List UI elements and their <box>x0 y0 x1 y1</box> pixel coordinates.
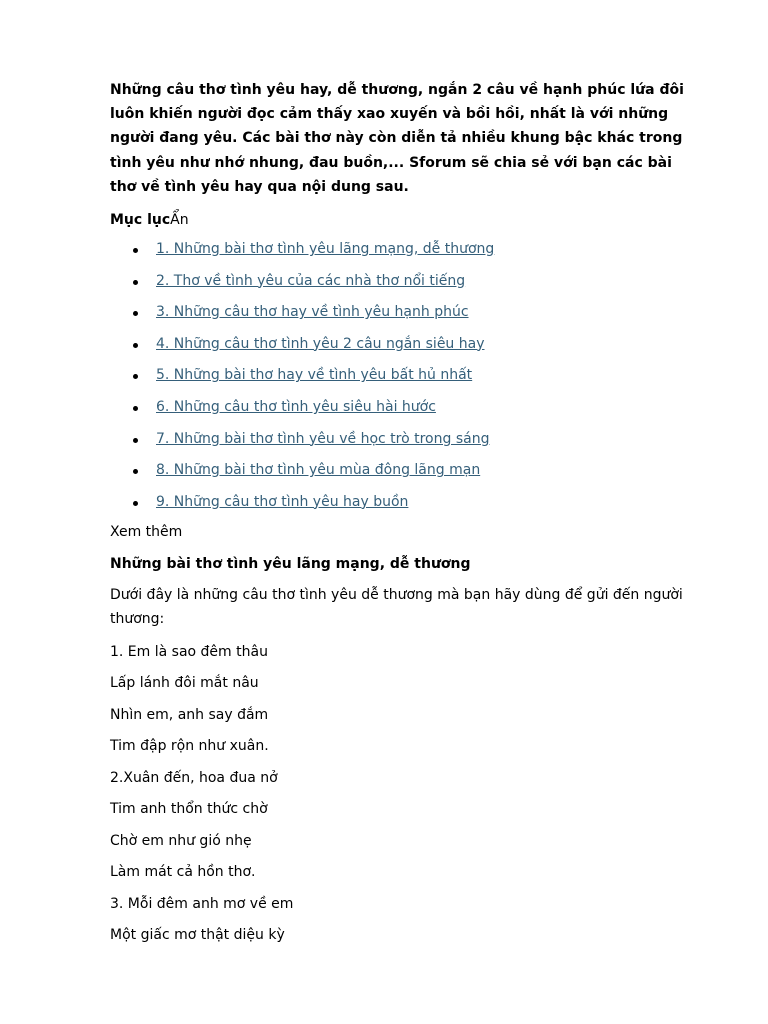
toc-item <box>110 364 700 396</box>
poem-line: Tim anh thổn thức chờ <box>110 801 268 818</box>
bullet-icon <box>133 469 138 474</box>
toc-item <box>110 238 700 270</box>
toc-item <box>110 459 700 491</box>
toc-link[interactable]: 7. Những bài thơ tình yêu về học trò trong sáng <box>156 430 490 447</box>
toc-item <box>110 270 700 302</box>
toc-link[interactable]: 6. Những câu thơ tình yêu siêu hài hước <box>156 398 436 415</box>
toc-item <box>110 301 700 333</box>
bullet-icon <box>133 280 138 285</box>
bullet-icon <box>133 406 138 411</box>
toc-heading: Mục lục <box>110 212 171 229</box>
poem-line: 3. Mỗi đêm anh mơ về em <box>110 895 294 912</box>
poem-line: Nhìn em, anh say đắm <box>110 706 269 723</box>
poem-line: Tim đập rộn như xuân. <box>110 738 269 755</box>
toc-link[interactable]: 5. Những bài thơ hay về tình yêu bất hủ nhất <box>156 367 473 384</box>
toc-header <box>110 209 700 231</box>
poem-line: Một giấc mơ thật diệu kỳ <box>110 927 285 944</box>
toc-link[interactable]: 9. Những câu thơ tình yêu hay buồn <box>156 493 409 510</box>
toc-link[interactable]: 2. Thơ về tình yêu của các nhà thơ nổi tiếng <box>156 272 466 289</box>
poem-line: 1. Em là sao đêm thâu <box>110 643 268 660</box>
bullet-icon <box>133 438 138 443</box>
toc-item <box>110 491 700 523</box>
table-of-contents <box>110 238 700 522</box>
bullet-icon <box>133 374 138 379</box>
bullet-icon <box>133 501 138 506</box>
bullet-icon <box>133 343 138 348</box>
poem-line: Lấp lánh đôi mắt nâu <box>110 675 259 692</box>
bullet-icon <box>133 248 138 253</box>
toc-link[interactable]: 3. Những câu thơ hay về tình yêu hạnh phúc <box>156 304 469 321</box>
intro-paragraph: Những câu thơ tình yêu hay, dễ thương, ngắn 2 câu về hạnh phúc lứa đôi luôn khiến người đọc cảm thấy xao xuyến và bồi hồi, nhất là với những người đang yêu. Các bài thơ này còn diễn tả nhiều khung bậc khác trong tình yêu như nhớ nhung, đau buồn,... Sforum sẽ chia sẻ với bạn các bài thơ về tình yêu hay qua nội dung sau. <box>110 82 684 195</box>
document-page <box>110 78 700 946</box>
bullet-icon <box>133 311 138 316</box>
poem-line: Chờ em như gió nhẹ <box>110 832 252 849</box>
section-heading: Những bài thơ tình yêu lãng mạng, dễ thương <box>110 555 471 572</box>
toc-item <box>110 396 700 428</box>
poem-line: Làm mát cả hồn thơ. <box>110 864 256 881</box>
toc-item <box>110 333 700 365</box>
toc-link[interactable]: 8. Những bài thơ tình yêu mùa đông lãng mạn <box>156 462 481 479</box>
poem-line: 2.Xuân đến, hoa đua nở <box>110 769 278 786</box>
toc-item <box>110 428 700 460</box>
toc-link[interactable]: 1. Những bài thơ tình yêu lãng mạng, dễ thương <box>156 241 495 258</box>
toc-toggle[interactable]: Ẩn <box>170 212 189 229</box>
section-description: Dưới đây là những câu thơ tình yêu dễ thương mà bạn hãy dùng để gửi đến người thương: <box>110 586 683 628</box>
see-more-link[interactable]: Xem thêm <box>110 524 183 541</box>
toc-link[interactable]: 4. Những câu thơ tình yêu 2 câu ngắn siêu hay <box>156 335 485 352</box>
